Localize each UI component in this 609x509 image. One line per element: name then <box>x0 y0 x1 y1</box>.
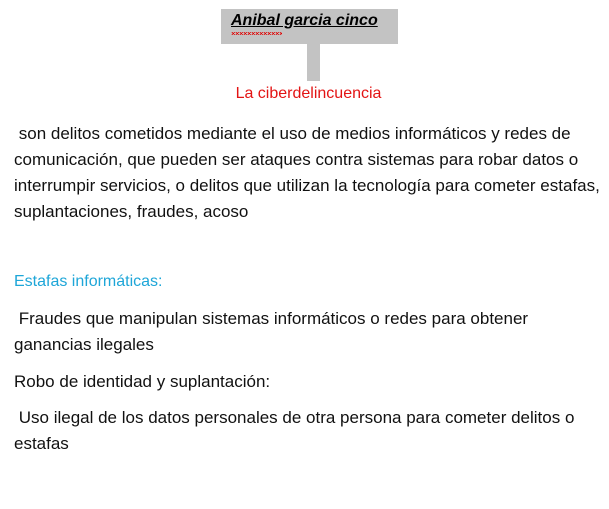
identity-paragraph: Uso ilegal de los datos personales de otra persona para cometer delitos o estafas <box>14 408 580 453</box>
author-name: Anibal garcia cinco <box>231 12 378 29</box>
spellcheck-underline <box>231 32 282 35</box>
name-box <box>221 9 398 44</box>
section-heading: Estafas informáticas: <box>14 273 163 290</box>
fraud-paragraph: Fraudes que manipulan sistemas informáticos o redes para obtener ganancias ilegales <box>14 309 533 354</box>
identity-title: Robo de identidad y suplantación: <box>14 372 271 391</box>
intro-paragraph: son delitos cometidos mediante el uso de medios informáticos y redes de comunicación, que pueden ser ataques contra sistemas para robar datos o interrumpir servicios, o delitos que utilizan la tecnología para cometer estafas, suplantaciones, fraudes, acoso <box>14 124 605 221</box>
connector-line <box>307 44 320 81</box>
topic-title: La ciberdelincuencia <box>235 85 382 102</box>
